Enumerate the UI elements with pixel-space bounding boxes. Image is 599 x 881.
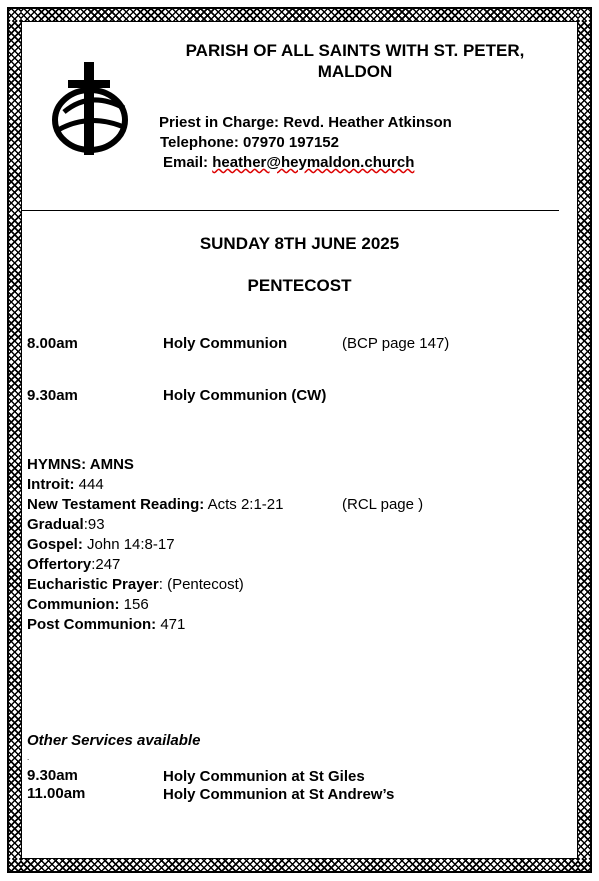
email-label: Email: <box>163 154 213 171</box>
hymns-heading: HYMNS: AMNS <box>27 456 134 473</box>
hymn-gradual: Gradual:93 <box>27 516 105 533</box>
hymn-post-communion: Post Communion: 471 <box>27 616 186 633</box>
other-service-name-2: Holy Communion at St Andrew’s <box>163 786 395 803</box>
other-service-time-2: 11.00am <box>27 785 86 802</box>
hymn-offertory: Offertory:247 <box>27 556 121 573</box>
other-services-dot: . <box>27 753 30 762</box>
other-services-heading: Other Services available <box>27 732 201 749</box>
service-time-1: 8.00am <box>27 335 78 352</box>
cross-in-globe-icon <box>50 60 134 163</box>
hymn-gospel: Gospel: John 14:8-17 <box>27 536 175 553</box>
hymn-nt-reading: New Testament Reading: Acts 2:1-21 (RCL page ) <box>27 496 424 513</box>
service-name-2: Holy Communion (CW) <box>163 387 327 404</box>
other-service-time-1: 9.30am <box>27 767 78 784</box>
occasion-title: PENTECOST <box>247 276 352 295</box>
hymn-eucharistic-prayer: Eucharistic Prayer: (Pentecost) <box>27 576 244 593</box>
hymns-list <box>27 455 424 635</box>
parish-name-line1: PARISH OF ALL SAINTS WITH ST. PETER, <box>185 41 525 60</box>
service-name-1: Holy Communion <box>163 335 288 352</box>
hymn-nt-reading-note: (RCL page ) <box>342 496 424 513</box>
email-link[interactable]: heather@heymaldon.church <box>212 154 415 171</box>
email-line <box>163 153 414 173</box>
parish-name-line2: MALDON <box>317 62 393 81</box>
service-note-1: (BCP page 147) <box>342 335 450 352</box>
service-date: SUNDAY 8TH JUNE 2025 <box>199 234 400 253</box>
service-time-2: 9.30am <box>27 387 78 404</box>
hymn-introit: Introit: 444 <box>27 476 104 493</box>
priest-in-charge: Priest in Charge: Revd. Heather Atkinson <box>159 114 452 131</box>
hymn-communion: Communion: 156 <box>27 596 149 613</box>
telephone: Telephone: 07970 197152 <box>160 134 339 151</box>
other-service-name-1: Holy Communion at St Giles <box>163 768 365 785</box>
header-divider <box>22 210 559 211</box>
